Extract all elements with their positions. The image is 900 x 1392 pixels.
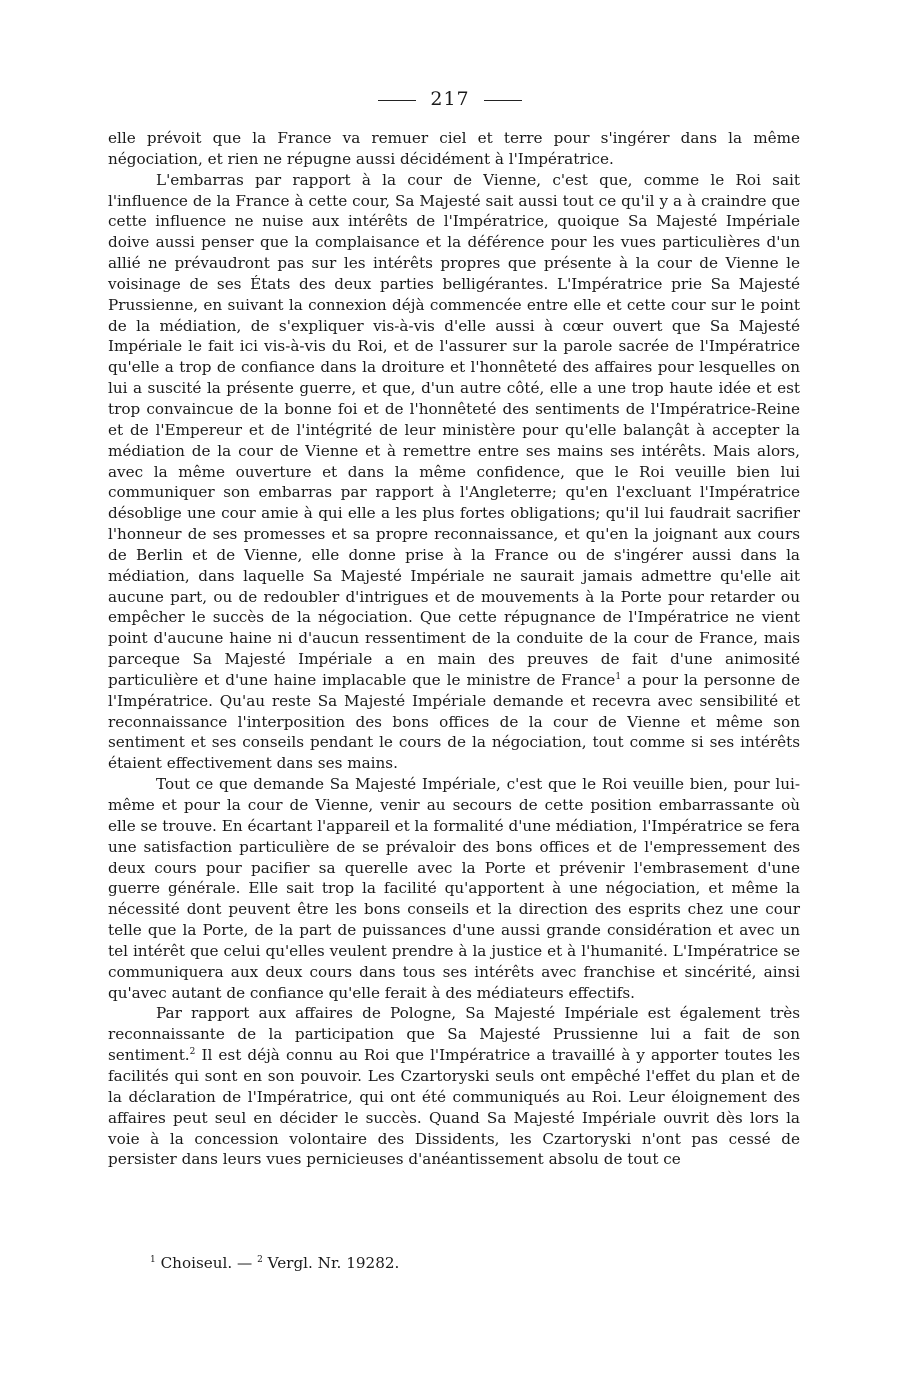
paragraph-text: Par rapport aux affaires de Pologne, Sa Majesté Impériale est également très reconnaissante de la participation que Sa Majesté Prussienne lui a fait de son sentiment. <box>108 1004 800 1065</box>
paragraph-text: Il est déjà connu au Roi que l'Impératrice a travaillé à y apporter toutes les facilités qui sont en son pouvoir. Les Czartoryski seuls ont empêché l'effet du plan et de la déclaration de l'Impératrice, qui ont été communiqués au Roi. Leur éloignement des affaires peut seul en décider le succès. Quand Sa Majesté Impériale ouvrit dès lors la voie à la concession volontaire des Dissidents, les Czartoryski n'ont pas cessé de persister dans leurs vues pernicieuses d'anéantissement absolu de tout ce <box>108 1046 800 1169</box>
footnote-text: Choiseul. <box>160 1254 233 1272</box>
paragraph-text: a pour la personne de l'Impératrice. Qu'au reste Sa Majesté Impériale demande et recevra avec sensibilité et reconnaissance l'interposition des bons offices de la cour de Vienne et même son sentiment et ses conseils pendant le cours de la négociation, tout comme si ses intérêts étaient effectivement dans ses mains. <box>108 670 800 773</box>
paragraph <box>108 170 800 774</box>
footnote-mark: 1 <box>150 1254 156 1265</box>
footnote-mark: 2 <box>257 1254 263 1265</box>
paragraph: elle prévoit que la France va remuer ciel et terre pour s'ingérer dans la même négociation, et rien ne répugne aussi décidément à l'Impératrice. <box>108 129 800 168</box>
footnote-separator: — <box>237 1254 253 1272</box>
footnote-text: Vergl. Nr. 19282. <box>267 1254 400 1272</box>
page-header <box>0 88 900 110</box>
header-dash-left <box>378 100 416 101</box>
footnote-ref: 2 <box>189 1047 196 1058</box>
body-text <box>108 128 800 1170</box>
footnote-ref: 1 <box>615 671 622 682</box>
page-number: 217 <box>430 88 470 110</box>
footnotes <box>150 1254 800 1272</box>
paragraph: Tout ce que demande Sa Majesté Impériale, c'est que le Roi veuille bien, pour lui-même et pour la cour de Vienne, venir au secours de cette position embarrassante où elle se trouve. En écartant l'appareil et la formalité d'une médiation, l'Impératrice se fera une satisfaction particulière de se prévaloir des bons offices et de l'empressement des deux cours pour pacifier sa querelle avec la Porte et prévenir l'embrasement d'une guerre générale. Elle sait trop la facilité qu'apportent à une négociation, et même la nécessité dont peuvent être les bons conseils et la direction des esprits chez une cour telle que la Porte, de la part de puissances d'une aussi grande considération et avec un tel intérêt que celui qu'elles veulent prendre à la justice et à l'humanité. L'Impératrice se communiquera aux deux cours dans tous ses intérêts avec franchise et sincérité, ainsi qu'avec autant de confiance qu'elle ferait à des médiateurs effectifs. <box>108 775 800 1002</box>
paragraph <box>108 1003 800 1170</box>
header-dash-right <box>484 100 522 101</box>
paragraph-text: L'embarras par rapport à la cour de Vienne, c'est que, comme le Roi sait l'influence de la France à cette cour, Sa Majesté sait aussi tout ce qu'il y a à craindre que cette influence ne nuise aux intérêts de l'Impératrice, quoique Sa Majesté Impériale doive aussi penser que la complaisance et la déférence pour les vues particulières d'un allié ne prévaudront pas sur les intérêts propres que présente à la cour de Vienne le voisinage de ses États des deux parties belligérantes. L'Impératrice prie Sa Majesté Prussienne, en suivant la connexion déjà commencée entre elle et cette cour sur le point de la médiation, de s'expliquer vis-à-vis d'elle aussi à cœur ouvert que Sa Majesté Impériale le fait ici vis-à-vis du Roi, et de l'assurer sur la parole sacrée de l'Impératrice qu'elle a trop de confiance dans la droiture et l'honnêteté des affaires pour lesquelles on lui a suscité la présente guerre, et que, d'un autre côté, elle a une trop haute idée et est trop convaincue de la bonne foi et de l'honnêteté des sentiments de l'Impératrice-Reine et de l'Empereur et de l'intégrité de leur ministère pour qu'elle balançât à accepter la médiation de la cour de Vienne et à remettre entre ses mains ses intérêts. Mais alors, avec la même ouverture et dans la même confidence, que le Roi veuille bien lui communiquer son embarras par rapport à l'Angleterre; qu'en l'excluant l'Impératrice désoblige une cour amie à qui elle a les plus fortes obligations; qu'il lui faudrait sacrifier l'honneur de ses promesses et sa propre reconnaissance, et qu'en la joignant aux cours de Berlin et de Vienne, elle donne prise à la France ou de s'ingérer aussi dans la médiation, dans laquelle Sa Majesté Impériale ne saurait jamais admettre qu'elle ait aucune part, ou de redoubler d'intrigues et de mouvements à la Porte pour retarder ou empêcher le succès de la négociation. Que cette répugnance de l'Impératrice ne vient point d'aucune haine ni d'aucun ressentiment de la conduite de la cour de France, mais parceque Sa Majesté Impériale a en main des preuves de fait d'une animosité particulière et d'une haine implacable que le ministre de France <box>108 170 800 689</box>
